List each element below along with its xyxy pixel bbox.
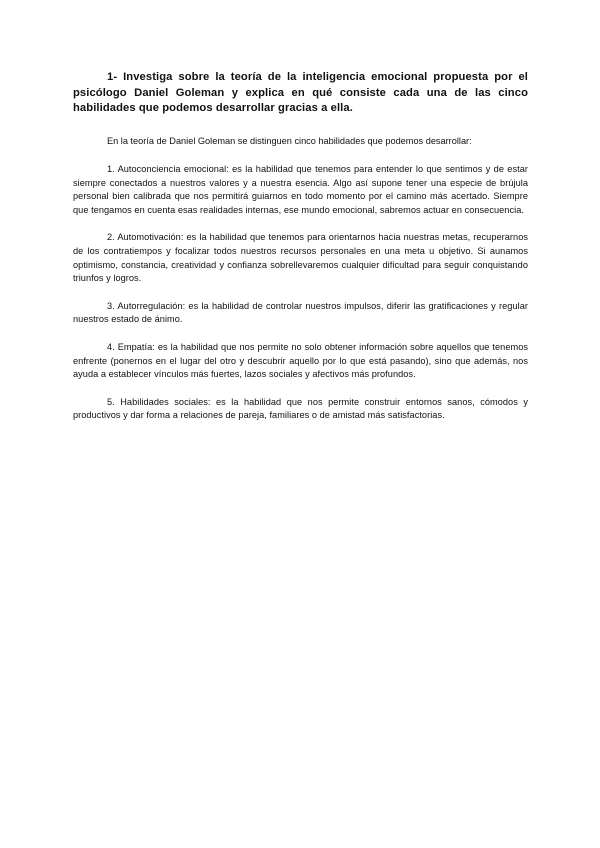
skill-paragraph-automotivacion: 2. Automotivación: es la habilidad que tenemos para orientarnos hacia nuestras metas, recuperarnos de los contratiempos y focalizar todos nuestros recursos personales en una meta u objetivo. Si aunamos optimismo, constancia, creatividad y confianza sobrellevaremos cualquier dificultad para seguir conquistando triunfos y logros. (73, 232, 528, 284)
skill-paragraph-habilidades-sociales: 5. Habilidades sociales: es la habilidad que nos permite construir entornos sanos, cómodos y productivos y dar forma a relaciones de pareja, familiares o de amistad más satisfactorias. (73, 396, 528, 421)
document-page (73, 70, 528, 437)
skill-paragraph-empatia: 4. Empatía: es la habilidad que nos permite no solo obtener información sobre aquellos que tenemos enfrente (ponernos en el lugar del otro y descubrir aquello por lo que está pasando), sino que además, nos ayuda a establecer vínculos más fuertes, lazos sociales y afectivos más profundos. (73, 341, 528, 380)
question-title: 1- Investiga sobre la teoría de la inteligencia emocional propuesta por el psicólogo Daniel Goleman y explica en qué consiste cada una de las cinco habilidades que podemos desarrollar gracias a ella. (73, 71, 528, 114)
skill-paragraph-autoconciencia: 1. Autoconciencia emocional: es la habilidad que tenemos para entender lo que sentimos y de estar siempre conectados a nuestros valores y a nuestra esencia. Algo así supone tener una especie de brújula personal bien calibrada que nos permitirá guiarnos en todo momento por el camino más acertado. Siempre que tengamos en cuenta esas realidades internas, ese mundo emocional, sabremos actuar en consecuencia. (73, 164, 528, 215)
skill-paragraph-autorregulacion: 3. Autorregulación: es la habilidad de controlar nuestros impulsos, diferir las gratificaciones y regular nuestros estado de ánimo. (73, 300, 528, 325)
intro-paragraph: En la teoría de Daniel Goleman se distinguen cinco habilidades que podemos desarrollar: (107, 135, 472, 146)
